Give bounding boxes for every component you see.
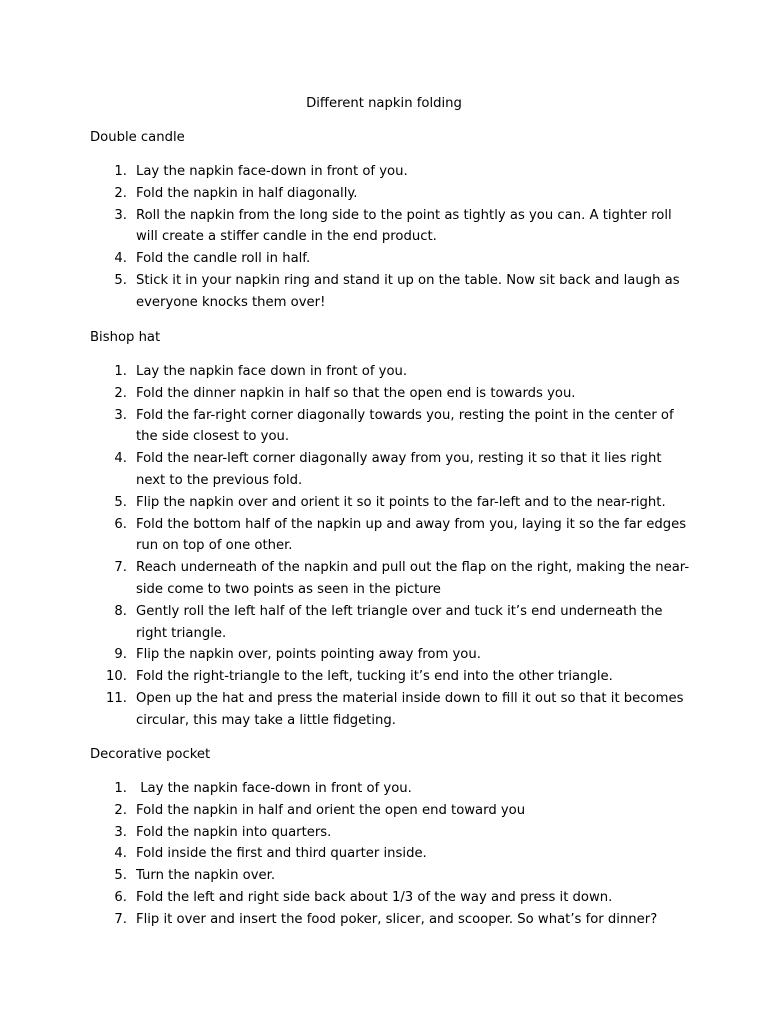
step-text: Open up the hat and press the material inside down to fill it out so that it becomes circular, this may take a little fidgeting.	[136, 690, 684, 728]
list-item	[90, 183, 690, 205]
step-number: 8 .	[113, 601, 127, 623]
list-item	[90, 644, 690, 666]
steps-list-bishop-hat	[90, 361, 690, 732]
step-text: Reach underneath of the napkin and pull out the flap on the right, making the near-side come to two points as seen in the picture	[136, 560, 690, 597]
step-number: 1 .	[113, 778, 127, 800]
step-number: 6 .	[113, 514, 127, 536]
step-number: 2 .	[113, 383, 127, 405]
list-item	[90, 688, 690, 732]
list-item	[90, 601, 690, 645]
step-text: Fold the napkin into quarters.	[136, 824, 332, 840]
step-number: 9 .	[113, 644, 127, 666]
step-text: Flip it over and insert the food poker, slicer, and scooper. So what’s for dinner?	[136, 911, 658, 927]
step-text: Stick it in your napkin ring and stand it up on the table. Now sit back and laugh as everyone knocks them over!	[136, 272, 680, 310]
step-text: Flip the napkin over, points pointing away from you.	[136, 647, 481, 663]
step-number: 5 .	[113, 270, 127, 292]
step-number: 1 .	[113, 161, 127, 183]
steps-list-double-candle	[90, 161, 690, 314]
section-heading-double-candle: Double candle	[90, 130, 185, 145]
step-number: 3 .	[113, 205, 127, 227]
list-item	[90, 778, 690, 800]
step-number: 2 .	[113, 800, 127, 822]
step-text: Fold the far-right corner diagonally towards you, resting the point in the center of the side closest to you.	[136, 407, 674, 445]
step-text: Gently roll the left half of the left triangle over and tuck it’s end underneath the right triangle.	[136, 603, 663, 641]
list-item	[90, 865, 690, 887]
step-number: 3 .	[113, 405, 127, 427]
section-heading-decorative-pocket: Decorative pocket	[90, 747, 211, 762]
list-item	[90, 205, 690, 249]
step-text: Lay the napkin face-down in front of you.	[136, 164, 408, 179]
step-text: Fold the napkin in half diagonally.	[136, 185, 358, 201]
step-text: Fold the near-left corner diagonally away from you, resting it so that it lies right next to the previous fold.	[136, 451, 662, 488]
step-number: 6 .	[113, 887, 127, 909]
list-item	[90, 514, 690, 558]
list-item	[90, 800, 690, 822]
step-text: Lay the napkin face-down in front of you.	[136, 781, 412, 796]
step-text: Turn the napkin over.	[136, 868, 276, 884]
list-item	[90, 383, 690, 405]
list-item	[90, 270, 690, 314]
steps-list-decorative-pocket	[90, 778, 690, 931]
step-number: 7 .	[113, 557, 127, 579]
step-number: 3 .	[113, 822, 127, 844]
step-number: 4 .	[113, 248, 127, 270]
list-item	[90, 448, 690, 492]
step-text: Fold the candle roll in half.	[136, 251, 311, 267]
document-title: Different napkin folding	[306, 96, 462, 111]
list-item	[90, 887, 690, 909]
list-item	[90, 405, 690, 449]
step-number: 7 .	[113, 909, 127, 931]
step-number: 11 .	[106, 688, 127, 710]
list-item	[90, 666, 690, 688]
list-item	[90, 822, 690, 844]
step-number: 5 .	[113, 492, 127, 514]
step-number: 5 .	[113, 865, 127, 887]
step-number: 4 .	[113, 448, 127, 470]
step-text: Fold the right-triangle to the left, tucking it’s end into the other triangle.	[136, 669, 613, 685]
list-item	[90, 843, 690, 865]
section-heading-bishop-hat: Bishop hat	[90, 330, 161, 345]
step-number: 1 .	[113, 361, 127, 383]
list-item	[90, 361, 690, 383]
list-item	[90, 248, 690, 270]
list-item	[90, 161, 690, 183]
step-text: Fold the left and right side back about 1/3 of the way and press it down.	[136, 889, 613, 905]
step-number: 10 .	[106, 666, 127, 688]
step-text: Fold inside the first and third quarter inside.	[136, 846, 427, 862]
step-text: Roll the napkin from the long side to the point as tightly as you can. A tighter roll will create a stiffer candle in the end product.	[136, 207, 672, 245]
step-number: 2 .	[113, 183, 127, 205]
step-text: Fold the napkin in half and orient the open end toward you	[136, 802, 526, 818]
step-text: Flip the napkin over and orient it so it points to the far-left and to the near-right.	[136, 494, 666, 510]
list-item	[90, 557, 690, 601]
step-text: Lay the napkin face down in front of you.	[136, 364, 408, 379]
list-item	[90, 909, 690, 931]
step-text: Fold the bottom half of the napkin up and away from you, laying it so the far edges run on top of one other.	[136, 516, 687, 554]
list-item	[90, 492, 690, 514]
step-number: 4 .	[113, 843, 127, 865]
step-text: Fold the dinner napkin in half so that the open end is towards you.	[136, 385, 576, 401]
